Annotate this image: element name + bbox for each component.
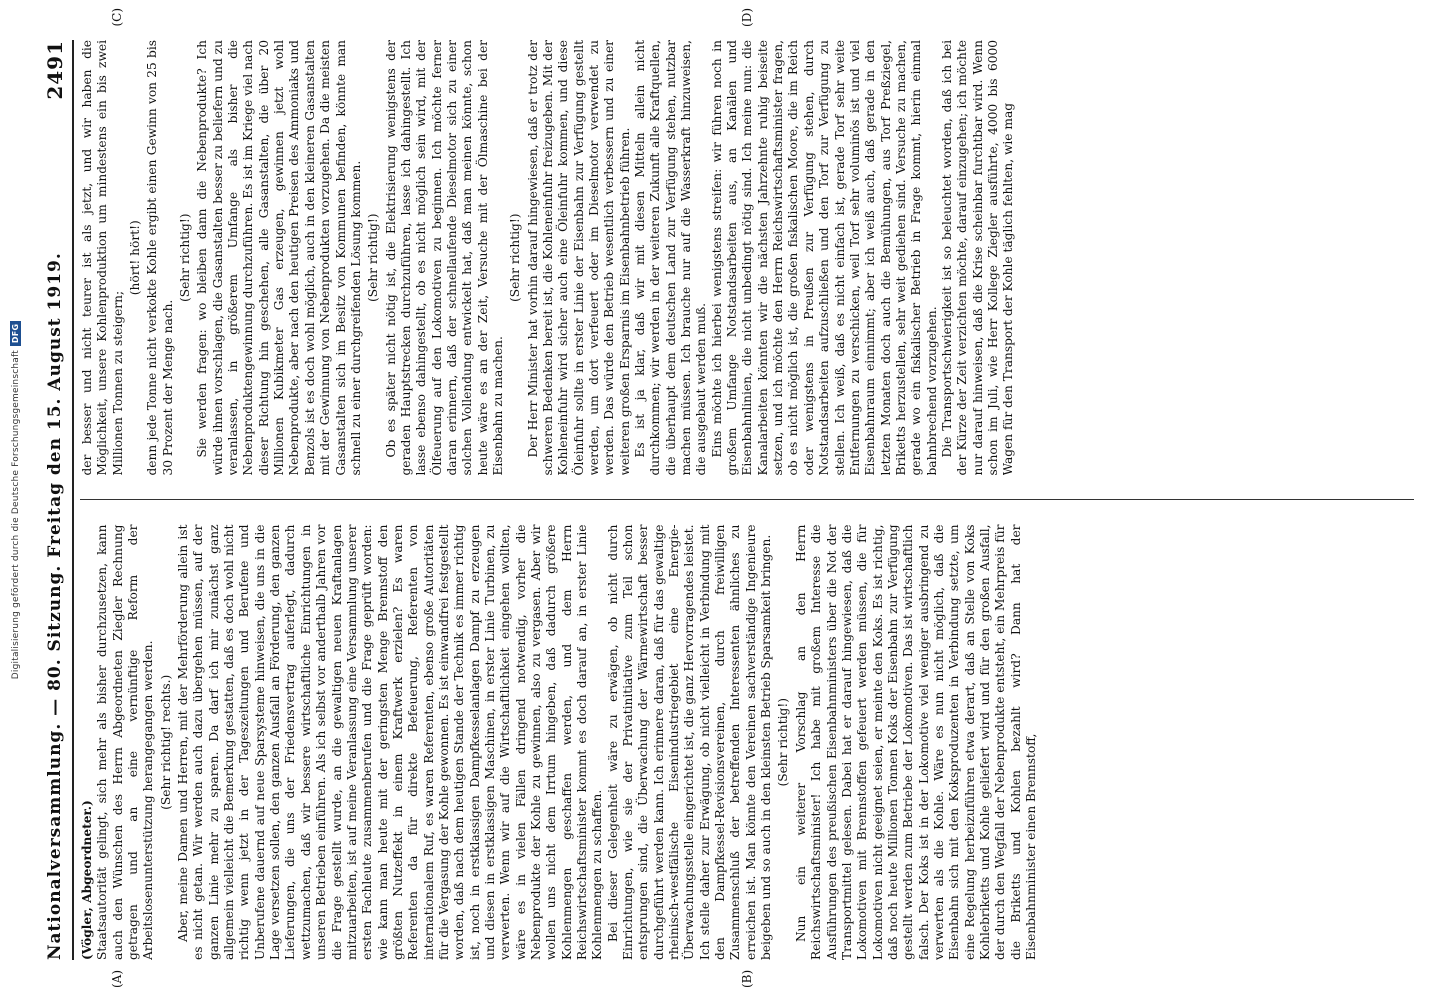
running-head: Nationalversammlung. — 80. Sitzung. Freitag den 15. August 1919. xyxy=(45,252,65,960)
paragraph: Der Herr Minister hat vorhin darauf hingewiesen, daß er trotz der schweren Bedenken bereit ist, die Kohleneinfuhr freizugeben. Mit der Kohleneinfuhr wird sicher auch eine Öleinfuhr kommen, und diese Öleinfuhr sollte in erster Linie der Eisenbahn zur Verfügung gestellt werden, um dort verfeuert oder im Dieselmotor verwendet zu werden. Das würde den Betrieb wesentlich verbessern und zu einer weiteren großen Ersparnis im Eisenbahnbetrieb führen. xyxy=(525,40,632,476)
paragraph: Nun ein weiterer Vorschlag an den Herrn Reichswirtschaftsminister! Ich habe mit großem Interesse die Ausführungen des preußischen Eisenbahnministers über die Not der Transportmittel gelesen. Dabei hat er darauf hingewiesen, daß die Lokomotiven mit Brennstoffen gefeuert werden müssen, die für Lokomotiven nicht geeignet seien, er meinte den Koks. Es ist richtig, daß noch heute Millionen Tonnen Koks der Eisenbahn zur Verfügung gestellt werden zum Betriebe der Lokomotiven. Das ist wirtschaftlich falsch. Der Koks ist in der Lokomotive viel weniger ausbringend zu verwerten als die Kohle. Wäre es nun nicht möglich, daß die Eisenbahn sich mit den Koksproduzenten in Verbindung setzte, um eine Regelung herbeizuführen etwa derart, daß an Stelle von Koks Kohlebriketts und Kohle geliefert wird und für den großen Ausfall, der durch den Wegfall der Nebenprodukte entsteht, ein Mehrpreis für die Briketts und Kohlen bezahlt wird? Dann hat der Eisenbahnminister einen Brennstoff, xyxy=(793,524,1038,960)
paragraph: Die Transportschwierigkeit ist so beleuchtet worden, daß ich bei der Kürze der Zeit verzichten möchte, darauf einzugehen; ich möchte nur darauf hinweisen, daß die Krise scheinbar furchtbar wird. Wenn schon im Juli, wie Herr Kollege Ziegler ausführte, 4000 bis 6000 Wagen für den Transport der Kohle täglich fehlten, wie mag xyxy=(939,40,1016,476)
paragraph: denn jede Tonne nicht verkokte Kohle ergibt einen Gewinn von 25 bis 30 Prozent der Menge nach. xyxy=(145,40,175,476)
header-rule xyxy=(72,40,74,960)
paragraph: Es ist ja klar, daß wir mit diesen Mitteln allein nicht durchkommen; wir werden in der weiteren Zukunft alle Kraftquellen, die überhaupt dem deutschen Land zur Verfügung stehen, nutzbar machen müssen. Ich brauche nur auf die Wasserkraft hinzuweisen, die ausgebaut werden muß. xyxy=(633,40,709,476)
digitization-note: Digitalisierung gefördert durch die Deutsche Forschungsgemeinschaft xyxy=(10,350,21,680)
margin-mark-a: (A) xyxy=(110,969,124,988)
dfg-logo: DFG xyxy=(10,321,21,346)
paragraph: Aber, meine Damen und Herren, mit der Mehrförderung allein ist es nicht getan. Wir werden auch dazu übergehen müssen, auf der ganzen Linie mehr zu sparen. Da darf ich mir zunächst ganz allgemein vielleicht die Bemerkung gestatten, daß es doch wohl nicht richtig wenn jetzt in der Tageszeitungen und Berufene und Unberufene dauernd auf neue Sparsysteme hinweisen, die uns in die Lage versetzen sollen, den ganzen Ausfall an Förderung, den ganzen Lieferungen, die uns der Friedensvertrag auferlegt, dadurch wettzumachen, daß wir bessere wirtschaftliche Einrichtungen in unseren Betrieben einführen. Als ich selbst vor anderthalb Jahren vor die Frage gestellt wurde, an die gewaltigen neuen Kraftanlagen mitzuarbeiten, ist auf meine Veranlassung eine Versammlung unserer ersten Fachleute zusammenberufen und die Frage geprüft worden: wie kann man heute mit der geringsten Menge Brennstoff den größten Nutzeffekt in einem Kraftwerk erzielen? Es waren Referenten da für direkte Befeuerung, Referenten von internationalem Ruf, es waren Referenten, ebenso große Autoritäten für die Vergasung der Kohle gewonnen. Es ist einwandfrei festgestellt worden, daß nach dem heutigen Stande der Technik es immer richtig ist, noch in erstklassigen Dampfkesselanlagen Dampf zu erzeugen und diesen in erstklassigen Maschinen, in erster Linie Turbinen, zu verwerten. Wenn wir auf die Wirtschaftlichkeit eingehen wollten, wäre es in vielen Fällen dringend notwendig, vorher die Nebenprodukte der Kohle zu gewinnen, also zu vergasen. Aber wir wollen uns nicht dem Irrtum hingeben, daß dadurch größere Kohlenmengen geschaffen werden, und dem Herrn Reichswirtschaftsminister kommt es doch darauf an, in erster Linie Kohlenmengen zu schaffen. xyxy=(176,524,605,960)
text-columns xyxy=(80,40,1414,960)
page-header xyxy=(40,40,70,960)
column-divider xyxy=(80,500,1414,501)
reaction: (Sehr richtig! rechts.) xyxy=(158,674,173,810)
reaction: (Sehr richtig!) xyxy=(178,213,193,303)
margin-mark-b: (B) xyxy=(740,969,754,988)
left-column xyxy=(80,525,1414,961)
paragraph: Bei dieser Gelegenheit wäre zu erwägen, ob nicht durch Einrichtungen, wie sie der Privatinitiative zum Teil schon entsprungen sind, die Überwachung der Wärmewirtschaft besser durchgeführt werden kann. Ich erinnere daran, daß für das gewaltige rheinisch-westfälische Eisenindustriegebiet eine Energie-Überwachungsstelle eingerichtet ist, die ganz Hervorragendes leistet. Ich stelle daher zur Erwägung, ob nicht vielleicht in Verbindung mit den Dampfkessel-Revisionsvereinen, durch freiwilligen Zusammenschluß der betreffenden Interessenten ähnliches zu erreichen ist. Man könnte den Vereinen sachverständige Ingenieure beigeben und so auch in den kleinsten Betrieb Sparsamkeit bringen. xyxy=(605,524,774,960)
reaction: (Sehr richtig!) xyxy=(366,213,381,303)
paragraph: Eins möchte ich hierbei wenigstens streifen: wir führen noch in großem Umfange Notstandsarbeiten aus, an Kanälen und Eisenbahnlinien, die nicht unbedingt nötig sind. Ich meine nun: die Kanalarbeiten könnten wir die nächsten Jahrzehnte ruhig beiseite setzen, und ich möchte den Herrn Reichswirtschaftsminister fragen, ob es nicht möglich ist, die großen fiskalischen Moore, die im Reich oder wenigstens in Preußen zur Verfügung stehen, durch Notstandsarbeiten aufzuschließen und den Torf zur Verfügung zu stellen. Ich weiß, daß es nicht einfach ist, gerade Torf sehr weite Entfernungen zu verschicken, weil Torf sehr voluminös ist und viel Eisenbahnraum einnimmt; aber ich weiß auch, daß gerade in den letzten Monaten doch auch die Bemühungen, aus Torf Preßziegel, Briketts herzustellen, sehr weit gediehen sind. Versuche zu machen, gerade wo ein fiskalischer Betrieb in Frage kommt, hierin einmal bahnbrechend vorzugehen. xyxy=(709,40,939,476)
reaction: (hört! hört!) xyxy=(128,220,143,296)
margin-mark-c: (C) xyxy=(110,8,124,27)
paragraph: Staatsautorität gelingt, sich mehr als bisher durchzusetzen, kann auch den Wünschen des Herrn Abgeordneten Ziegler Rechnung getragen und an eine vernünftige Reform der Arbeitslosenunterstützung herangegangen werden. xyxy=(95,524,156,960)
paragraph: der besser und nicht teurer ist als jetzt, und wir haben die Möglichkeit, unsere Kohlenproduktion um mindestens ein bis zwei Millionen Tonnen zu steigern; xyxy=(80,40,125,476)
paragraph: Ob es später nicht nötig ist, die Elektrisierung wenigstens der geraden Hauptstrecken durchzuführen, lasse ich dahingestellt. Ich lasse ebenso dahingestellt, ob es nicht möglich sein wird, mit der Ölfeuerung auf den Lokomotiven zu beginnen. Ich möchte ferner daran erinnern, daß der schnellaufende Dieselmotor sich zu einer solchen Vollendung entwickelt hat, daß man meinen könnte, schon heute wäre es an der Zeit, Versuche mit der Ölmaschine bei der Eisenbahn zu machen. xyxy=(383,40,505,476)
speaker-tag: (Vögler, Abgeordneter.) xyxy=(80,800,94,960)
paragraph: Sie werden fragen: wo bleiben dann die Nebenprodukte? Ich würde ihnen vorschlagen, die Gasanstalten besser zu beliefern und zu veranlassen, in größerem Umfange als bisher die Nebenproduktengewinnung durchzuführen. Es ist im Kriege viel nach dieser Richtung hin geschehen, alle Gasanstalten, die über 20 Millionen Kubikmeter Gas erzeugen, gewinnen jetzt wohl Nebenprodukte, aber nach den heutigen Preisen des Ammoniaks und Benzols ist es doch wohl möglich, auch in den kleineren Gasanstalten mit der Gewinnung von Nebenprodukten vorzugehen. Da die meisten Gasanstalten sich im Besitz von Kommunen befinden, könnte man schnell zu einer durchgreifenden Lösung kommen. xyxy=(195,40,363,476)
margin-mark-d: (D) xyxy=(740,8,754,27)
page-number: 2491 xyxy=(43,40,67,100)
reaction: (Sehr richtig!) xyxy=(508,213,523,303)
right-column xyxy=(80,40,1414,476)
reaction: (Sehr richtig!) xyxy=(776,698,791,787)
